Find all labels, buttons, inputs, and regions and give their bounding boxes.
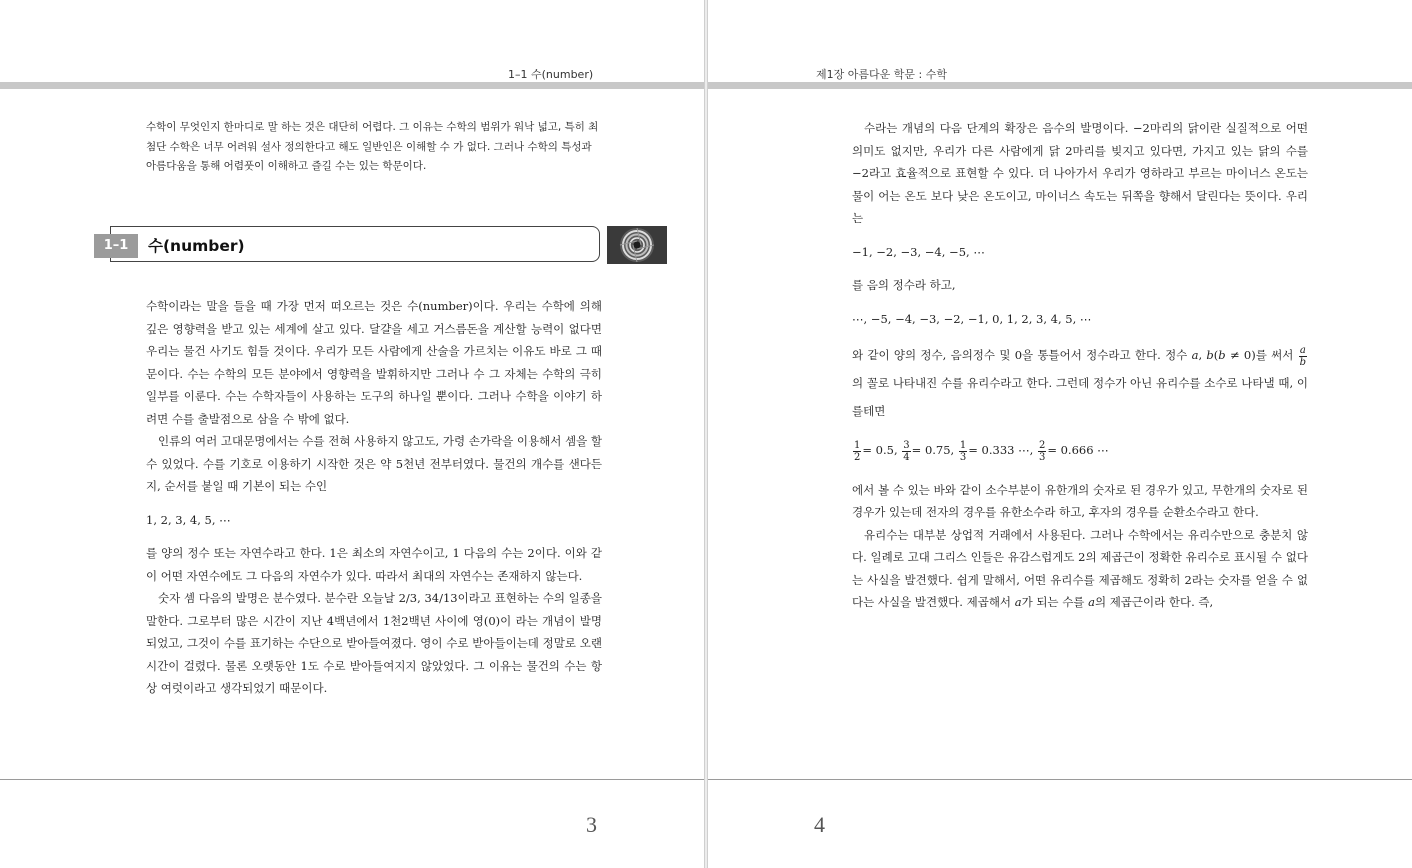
fraction xyxy=(959,440,967,463)
math-var: b xyxy=(1206,348,1214,362)
page-number-right: 4 xyxy=(814,812,825,837)
fraction-numerator: a xyxy=(1299,344,1306,356)
text-run: 의 꼴로 나타내진 수를 유리수라고 한다. 그런데 정수가 아닌 유리수를 소수로 나타낼 때, 이를테면 xyxy=(852,376,1308,418)
spiral-staircase-image xyxy=(607,226,667,264)
decimal-value: = 0.666 ⋯ xyxy=(1047,443,1109,457)
right-page xyxy=(708,0,1412,868)
running-head-left: 1–1 수(number) xyxy=(508,68,594,81)
text-run: 를 써서 xyxy=(1255,348,1298,362)
chapter-intro xyxy=(146,118,600,177)
left-body-text xyxy=(146,295,602,700)
paragraph: 수학이라는 말을 들을 때 가장 먼저 떠오르는 것은 수(number)이다. 우리는 수학에 의해 깊은 영향력을 받고 있는 세계에 살고 있다. 달걀을 세고 거스름돈을 계산할 능력이 없다면 우리는 물건 사기도 힘들 것이다. 우리가 모든 사람에게 산술을 가르치는 이유도 바로 그 때문이다. 수는 수학의 모든 분야에서 영향력을 발휘하지만 그러나 수 그 자체는 수학의 극히 일부를 이룬다. 수는 수학자들이 사용하는 도구의 하나일 뿐이다. 그러나 수학을 이야기 하려면 수를 출발점으로 삼을 수 밖에 없다. xyxy=(146,299,602,426)
intro-text: 수학이 무엇인지 한마디로 말 하는 것은 대단히 어렵다. 그 이유는 수학의 범위가 워낙 넓고, 특히 최첨단 수학은 너무 어려워 설사 정의한다고 해도 일반인은 이해할 수 가 없다. 그러나 수학의 특성과 아름다움을 통해 어렴풋이 이해하고 즐길 수는 있는 학문이다. xyxy=(146,121,599,172)
paragraph: 를 양의 정수 또는 자연수라고 한다. 1은 최소의 자연수이고, 1 다음의 수는 2이다. 이와 같이 어떤 자연수에도 그 다음의 자연수가 있다. 따라서 최대의 자연수는 존재하지 않는다. xyxy=(146,546,602,583)
paragraph: 수라는 개념의 다음 단계의 확장은 음수의 발명이다. −2마리의 닭이란 실질적으로 어떤 의미도 없지만, 우리가 다른 사람에게 닭 2마리를 빚지고 있다면, 가지고 있는 닭의 수를 −2라고 효율적으로 표현할 수 있다. 더 나아가서 우리가 영하라고 부르는 마이너스 온도는 물이 어는 온도 보다 낮은 온도이고, 마이너스 속도는 뒤쪽을 향해서 달린다는 뜻이다. 우리는 xyxy=(852,121,1308,225)
paragraph-square-root xyxy=(852,524,1308,614)
text-run: ≠ 0) xyxy=(1225,348,1256,362)
math-var: b xyxy=(1218,348,1226,362)
equation-decimals xyxy=(852,439,1308,463)
text-run: ( xyxy=(1213,348,1219,362)
equation-integers: ⋯, −5, −4, −3, −2, −1, 0, 1, 2, 3, 4, 5, ⋯ xyxy=(852,311,1092,326)
decimal-value: = 0.333 ⋯, xyxy=(968,443,1034,457)
footer-line-left xyxy=(0,779,704,780)
fraction-denominator: 2 xyxy=(854,451,861,463)
text-run: 가 되는 수를 xyxy=(1021,595,1089,609)
fraction xyxy=(853,440,861,463)
section-title: 수(number) xyxy=(148,237,245,255)
decimal-item xyxy=(1037,439,1109,463)
fraction-a-over-b xyxy=(1299,345,1307,368)
fraction-numerator: 1 xyxy=(959,439,967,451)
decimal-value: = 0.5, xyxy=(862,443,898,457)
paragraph: 인류의 여러 고대문명에서는 수를 전혀 사용하지 않고도, 가령 손가락을 이용해서 셈을 할 수 있었다. 수를 기호로 이용하기 시작한 것은 약 5천년 전부터였다. 물건의 개수를 샌다든지, 순서를 붙일 때 기본이 되는 수인 xyxy=(146,434,602,493)
fraction-denominator: 4 xyxy=(903,451,910,463)
running-head-right: 제1장 아름다운 학문 : 수학 xyxy=(816,68,947,81)
fraction-numerator: 2 xyxy=(1038,439,1046,451)
right-body-text xyxy=(852,117,1308,614)
paragraph: 숫자 셈 다음의 발명은 분수였다. 분수란 오늘날 2/3, 34/13이라고 표현하는 수의 일종을 말한다. 그로부터 많은 시간이 지난 4백년에서 1천2백년 사이에 영(0)이 라는 개념이 발명되었고, 그것이 수를 표기하는 수단으로 받아들여졌다. 영이 수로 받아들이는데 정말로 오랜 시간이 걸렸다. 물론 오랫동안 1도 수로 받아들여지지 않았었다. 그 이유는 물건의 수는 항상 여럿이라고 생각되었기 때문이다. xyxy=(146,591,602,695)
fraction-denominator: 3 xyxy=(1038,451,1046,463)
footer-line-right xyxy=(708,779,1412,780)
fraction-denominator: 3 xyxy=(959,451,967,463)
text-run: 와 같이 양의 정수, 음의정수 및 0을 통틀어서 정수라고 한다. 정수 xyxy=(852,348,1192,362)
page-number-left: 3 xyxy=(586,812,597,837)
text-run: , xyxy=(1198,348,1207,362)
paragraph: 를 음의 정수라 하고, xyxy=(852,278,956,292)
section-number: 1–1 xyxy=(94,234,138,258)
equation-negative-integers: −1, −2, −3, −4, −5, ⋯ xyxy=(852,244,985,259)
fraction xyxy=(1038,440,1046,463)
left-page xyxy=(0,0,704,868)
decimal-value: = 0.75, xyxy=(911,443,955,457)
fraction xyxy=(902,440,910,463)
math-var: a xyxy=(1088,595,1095,609)
fraction-numerator: 3 xyxy=(903,439,910,451)
math-var: a xyxy=(1191,348,1199,362)
decimal-item xyxy=(958,439,1034,463)
header-bar-right xyxy=(708,82,1412,89)
decimal-item xyxy=(852,439,898,463)
text-run: 의 제곱근이라 한다. 즉, xyxy=(1094,595,1214,609)
decimal-item xyxy=(901,439,955,463)
header-bar-left xyxy=(0,82,704,89)
paragraph: 에서 볼 수 있는 바와 같이 소수부분이 유한개의 숫자로 된 경우가 있고, 무한개의 숫자로 된 경우가 있는데 전자의 경우를 유한소수라 하고, 후자의 경우를 순환소수라고 한다. xyxy=(852,482,1308,519)
fraction-denominator: b xyxy=(1299,356,1307,368)
math-var: a xyxy=(1014,595,1022,609)
paragraph-rational-definition xyxy=(852,341,1308,425)
text-run: 유리수는 대부분 상업적 거래에서 사용된다. 그러나 수학에서는 유리수만으로 충분치 않다. 일례로 고대 그리스 인들은 유감스럽게도 2의 제곱근이 정확한 유리수로 표시될 수 없다는 사실을 발견했다. 쉽게 말해서, 어떤 유리수를 제곱해도 정확히 2라는 숫자를 얻을 수 없다는 사실을 발견했다. 제곱해서 xyxy=(852,527,1308,609)
fraction-numerator: 1 xyxy=(854,439,861,451)
equation-natural-numbers: 1, 2, 3, 4, 5, ⋯ xyxy=(146,512,231,527)
